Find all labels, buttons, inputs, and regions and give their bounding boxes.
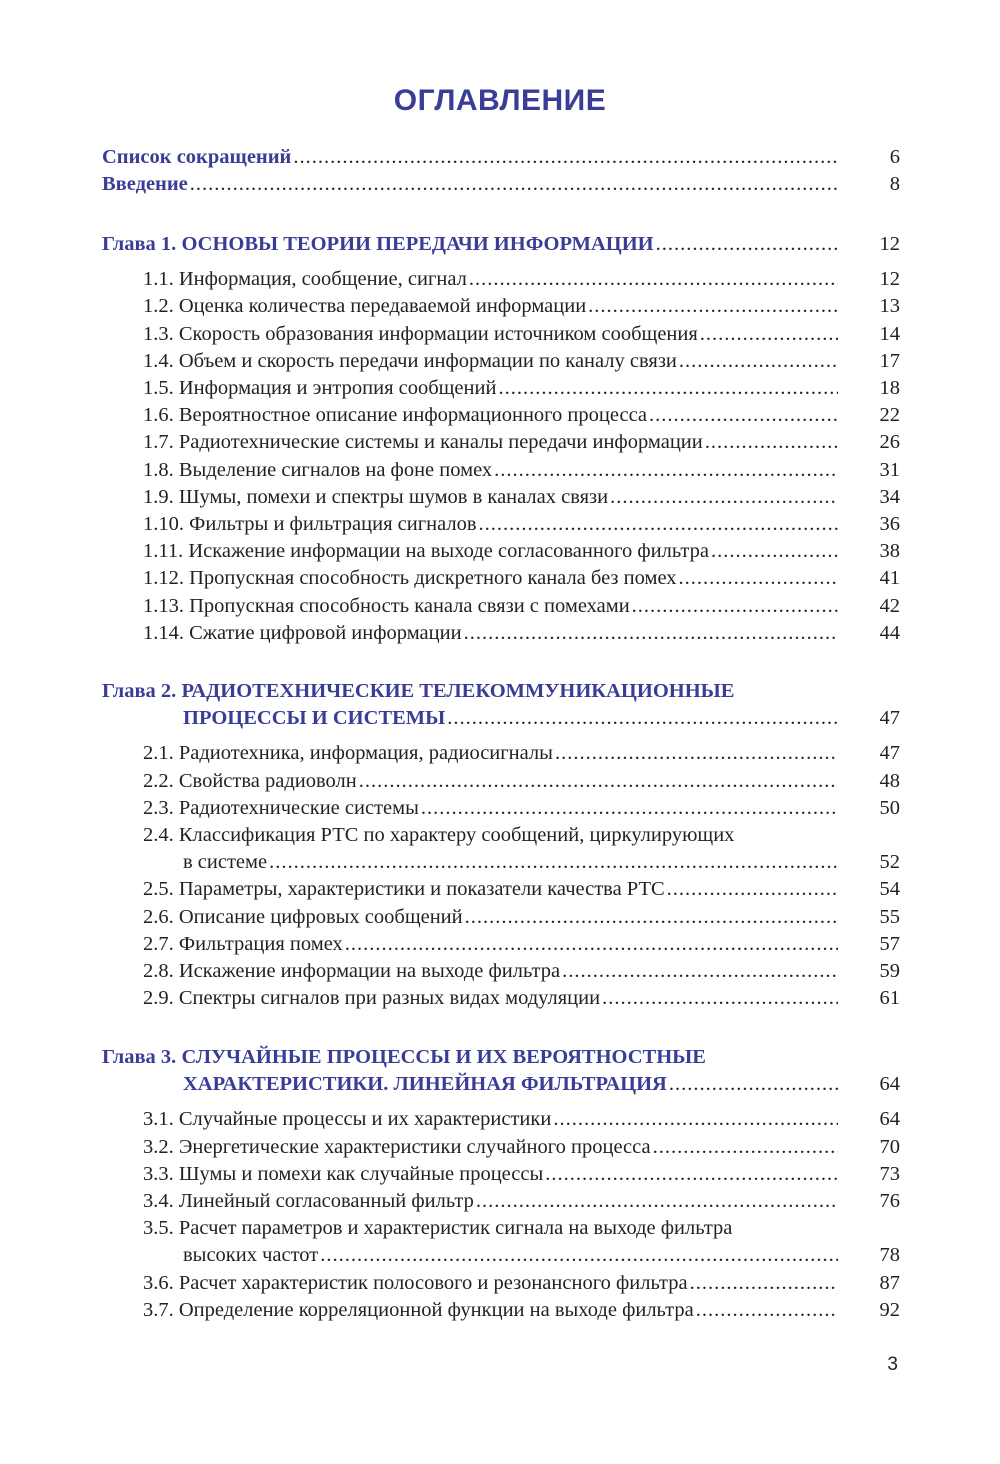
page-number: 3 xyxy=(887,1354,898,1375)
toc-entry-page: 73 xyxy=(879,1162,900,1185)
toc-entry-page: 47 xyxy=(879,742,900,765)
toc-entry-title: 2.3. Радиотехнические системы xyxy=(143,796,419,819)
toc-entry-title: 1.2. Оценка количества передаваемой информации xyxy=(143,295,587,318)
section-entry xyxy=(143,821,734,849)
section-entry[interactable] xyxy=(143,292,900,320)
toc-entry-title: высоких частот xyxy=(183,1244,319,1267)
toc-entry-title: 2.2. Свойства радиоволн xyxy=(143,769,357,792)
toc-entry-title: РАДИОТЕХНИЧЕСКИЕ ТЕЛЕКОММУНИКАЦИОННЫЕ xyxy=(181,680,735,702)
dot-leader xyxy=(698,320,838,348)
dot-leader xyxy=(551,1105,838,1133)
toc-entry-page: 36 xyxy=(879,513,900,535)
chapter-heading[interactable] xyxy=(102,230,900,258)
toc-entry-title: 2.1. Радиотехника, информация, радиосигналы xyxy=(143,742,553,765)
toc-entry-page: 52 xyxy=(879,851,900,874)
section-entry[interactable] xyxy=(143,456,900,484)
dot-leader xyxy=(462,619,838,647)
dot-leader xyxy=(474,1187,838,1215)
toc-entry-page: 31 xyxy=(879,458,900,481)
front-matter-entry[interactable] xyxy=(102,170,900,198)
toc-entry-title: СЛУЧАЙНЫЕ ПРОЦЕССЫ И ИХ ВЕРОЯТНОСТНЫЕ xyxy=(181,1046,706,1068)
dot-leader xyxy=(445,704,838,732)
dot-leader xyxy=(291,143,838,171)
toc-entry-title: 2.4. Классификация РТС по характеру сообщений, циркулирующих xyxy=(143,824,735,846)
toc-entry-title: 3.4. Линейный согласованный фильтр xyxy=(143,1190,474,1212)
toc-entry-page: 6 xyxy=(889,146,900,168)
toc-entry-page: 87 xyxy=(879,1271,900,1294)
toc-entry-title: ПРОЦЕССЫ И СИСТЕМЫ xyxy=(183,707,446,730)
toc-entry-title: 2.7. Фильтрация помех xyxy=(143,932,343,955)
toc-entry-page: 26 xyxy=(879,431,900,454)
dot-leader xyxy=(647,401,838,429)
toc-entry-page: 78 xyxy=(879,1244,900,1267)
dot-leader xyxy=(600,984,838,1012)
dot-leader xyxy=(688,1269,838,1297)
toc-entry-page: 44 xyxy=(879,621,900,644)
toc-entry-page: 76 xyxy=(879,1190,900,1212)
section-entry[interactable] xyxy=(143,564,900,592)
toc-entry-title: 1.10. Фильтры и фильтрация сигналов xyxy=(143,513,477,535)
toc-entry-page: 50 xyxy=(879,796,900,819)
section-entry[interactable] xyxy=(143,483,900,511)
toc-entry-page: 92 xyxy=(879,1298,900,1321)
section-entry[interactable] xyxy=(143,347,900,375)
dot-leader xyxy=(651,1133,838,1161)
chapter-heading-cont[interactable] xyxy=(183,704,900,732)
toc-entry-page: 55 xyxy=(879,905,900,928)
dot-leader xyxy=(463,903,838,931)
section-entry[interactable] xyxy=(143,1296,900,1324)
toc-entry-title: 1.3. Скорость образования информации источником сообщения xyxy=(143,322,698,345)
section-entry[interactable] xyxy=(143,1133,900,1161)
toc-entry-page: 54 xyxy=(879,878,900,901)
toc-entry-page: 34 xyxy=(879,485,900,508)
section-entry[interactable] xyxy=(143,984,900,1012)
dot-leader xyxy=(343,930,838,958)
chapter-label: Глава 1. xyxy=(102,233,182,255)
section-entry[interactable] xyxy=(143,1187,900,1215)
toc-entry-page: 64 xyxy=(879,1073,900,1096)
chapter-heading xyxy=(102,677,734,705)
dot-leader xyxy=(608,483,838,511)
section-entry[interactable] xyxy=(143,320,900,348)
toc-entry-title: 1.8. Выделение сигналов на фоне помех xyxy=(143,458,493,481)
section-entry[interactable] xyxy=(143,794,900,822)
section-entry[interactable] xyxy=(143,592,900,620)
dot-leader xyxy=(553,739,838,767)
section-entry[interactable] xyxy=(143,374,900,402)
dot-leader xyxy=(677,564,838,592)
toc-entry-page: 13 xyxy=(879,295,900,318)
toc-entry-page: 38 xyxy=(879,540,900,563)
dot-leader xyxy=(560,957,838,985)
toc-entry-page: 48 xyxy=(879,769,900,792)
toc-entry-title: 2.6. Описание цифровых сообщений xyxy=(143,905,463,928)
toc-entry-page: 70 xyxy=(879,1135,900,1158)
section-entry[interactable] xyxy=(143,265,900,293)
dot-leader xyxy=(694,1296,838,1324)
dot-leader xyxy=(188,170,838,198)
toc-entry-title: 1.5. Информация и энтропия сообщений xyxy=(143,377,497,399)
toc-entry-title: ОСНОВЫ ТЕОРИИ ПЕРЕДАЧИ ИНФОРМАЦИИ xyxy=(181,233,654,255)
toc-entry-title: 1.14. Сжатие цифровой информации xyxy=(143,621,462,644)
dot-leader xyxy=(709,537,838,565)
toc-entry-title: 3.2. Энергетические характеристики случайного процесса xyxy=(143,1135,651,1158)
section-entry[interactable] xyxy=(143,875,900,903)
section-entry[interactable] xyxy=(143,1105,900,1133)
dot-leader xyxy=(419,794,838,822)
toc-entry-title: 3.1. Случайные процессы и их характеристики xyxy=(143,1108,552,1131)
toc-entry-title: 2.9. Спектры сигналов при разных видах модуляции xyxy=(143,987,601,1010)
toc-entry-page: 14 xyxy=(879,322,900,345)
section-entry[interactable] xyxy=(143,930,900,958)
toc-entry-page: 41 xyxy=(879,567,900,590)
toc-entry-title: 1.1. Информация, сообщение, сигнал xyxy=(143,268,467,291)
section-entry xyxy=(143,1214,732,1242)
dot-leader xyxy=(492,456,838,484)
section-entry[interactable] xyxy=(143,510,900,538)
dot-leader xyxy=(267,848,838,876)
toc-entry-title: в системе xyxy=(183,851,268,874)
section-entry[interactable] xyxy=(143,767,900,795)
toc-entry-page: 17 xyxy=(879,349,900,372)
dot-leader xyxy=(665,875,838,903)
dot-leader xyxy=(677,347,838,375)
dot-leader xyxy=(543,1160,838,1188)
toc-entry-title: 3.7. Определение корреляционной функции на выходе фильтра xyxy=(143,1298,694,1321)
dot-leader xyxy=(667,1070,838,1098)
dot-leader xyxy=(467,265,838,293)
dot-leader xyxy=(318,1241,838,1269)
toc-entry-page: 18 xyxy=(879,377,900,399)
toc-entry-title: 1.9. Шумы, помехи и спектры шумов в каналах связи xyxy=(143,485,609,508)
toc-entry-page: 61 xyxy=(879,987,900,1010)
dot-leader xyxy=(496,374,838,402)
toc-entry-title: 1.13. Пропускная способность канала связи с помехами xyxy=(143,594,630,617)
toc-entry-title: 3.6. Расчет характеристик полосового и резонансного фильтра xyxy=(143,1271,688,1294)
dot-leader xyxy=(477,510,838,538)
toc-entry-title: 2.8. Искажение информации на выходе фильтра xyxy=(143,960,561,982)
toc-entry-page: 59 xyxy=(879,960,900,982)
chapter-label: Глава 3. xyxy=(102,1046,182,1068)
toc-entry-page: 12 xyxy=(879,268,900,291)
section-entry[interactable] xyxy=(143,537,900,565)
toc-entry-title: ХАРАКТЕРИСТИКИ. ЛИНЕЙНАЯ ФИЛЬТРАЦИЯ xyxy=(183,1073,667,1096)
dot-leader xyxy=(586,292,838,320)
dot-leader xyxy=(357,767,838,795)
front-matter-entry[interactable] xyxy=(102,143,900,171)
toc-entry-title: 1.4. Объем и скорость передачи информации по каналу связи xyxy=(143,349,677,372)
section-entry[interactable] xyxy=(143,1160,900,1188)
toc-entry-title: 1.7. Радиотехнические системы и каналы передачи информации xyxy=(143,431,703,454)
section-entry[interactable] xyxy=(143,619,900,647)
toc-entry-page: 47 xyxy=(879,707,900,730)
dot-leader xyxy=(654,230,838,258)
chapter-heading xyxy=(102,1043,706,1071)
section-entry[interactable] xyxy=(143,957,900,985)
toc-entry-page: 57 xyxy=(879,932,900,955)
chapter-heading-cont[interactable] xyxy=(183,1070,900,1098)
toc-entry-page: 8 xyxy=(889,173,900,196)
toc-entry-title: 3.5. Расчет параметров и характеристик сигнала на выходе фильтра xyxy=(143,1217,733,1240)
toc-entry-title: 1.12. Пропускная способность дискретного канала без помех xyxy=(143,567,677,590)
section-entry[interactable] xyxy=(143,903,900,931)
section-entry[interactable] xyxy=(143,1269,900,1297)
toc-entry-page: 22 xyxy=(879,404,900,427)
section-entry[interactable] xyxy=(143,428,900,456)
toc-entry-title: 1.11. Искажение информации на выходе согласованного фильтра xyxy=(143,540,709,563)
section-entry[interactable] xyxy=(143,739,900,767)
toc-entry-title: 2.5. Параметры, характеристики и показатели качества РТС xyxy=(143,878,665,901)
section-entry-cont[interactable] xyxy=(183,1241,900,1269)
toc-entry-page: 42 xyxy=(879,594,900,617)
chapter-label: Глава 2. xyxy=(102,680,182,702)
dot-leader xyxy=(703,428,838,456)
toc-entry-page: 12 xyxy=(879,233,900,255)
toc-entry-title: Список сокращений xyxy=(102,146,292,168)
toc-entry-page: 64 xyxy=(879,1108,900,1131)
section-entry-cont[interactable] xyxy=(183,848,900,876)
toc-entry-title: Введение xyxy=(102,173,188,196)
toc-entry-title: 3.3. Шумы и помехи как случайные процессы xyxy=(143,1162,544,1185)
section-entry[interactable] xyxy=(143,401,900,429)
page-title: ОГЛАВЛЕНИЕ xyxy=(393,84,607,117)
toc-entry-title: 1.6. Вероятностное описание информационного процесса xyxy=(143,404,648,427)
dot-leader xyxy=(630,592,838,620)
